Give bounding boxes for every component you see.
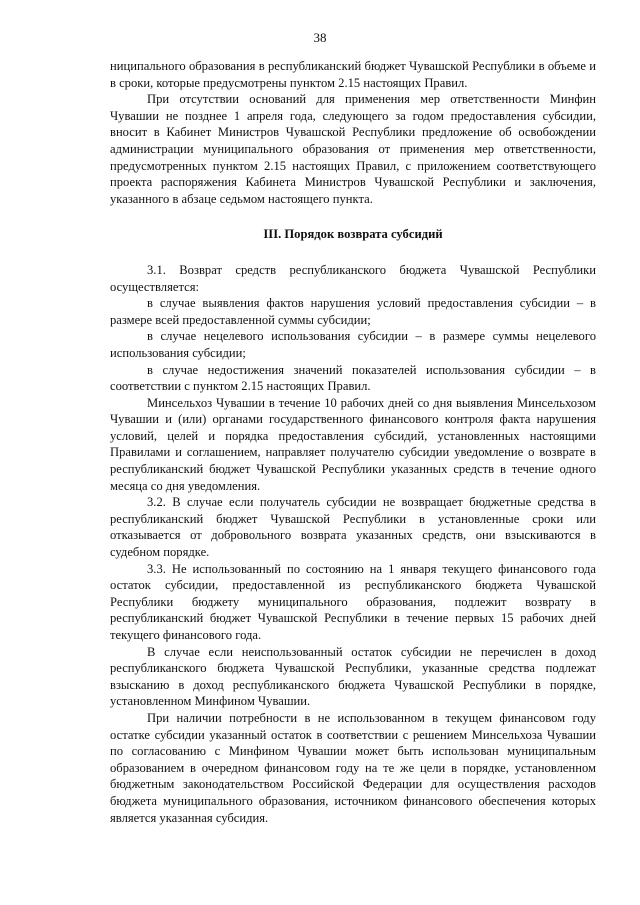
paragraph: При отсутствии оснований для применения мер ответственности Минфин Чувашии не позднее 1 апреля года, следующего за годом предоставления субсидии, вносит в Кабинет Министров Чувашской Республики предложение об освобождении администрации муниципального образования от применения мер ответственности, предусмотренных пунктом 2.15 настоящих Правил, с приложением соответствующего проекта распоряжения Кабинета Министров Чувашской Республики и заключения, указанного в абзаце седьмом настоящего пункта. <box>110 92 596 206</box>
paragraph: в случае недостижения значений показателей использования субсидии – в соответствии с пунктом 2.15 настоящих Правил. <box>110 362 596 394</box>
paragraph-continuation: ниципального образования в республиканский бюджет Чувашской Республики в объеме и в сроки, которые предусмотрены пунктом 2.15 настоящих Правил. <box>110 59 596 90</box>
paragraph-3-2: 3.2. В случае если получатель субсидии не возвращает бюджетные средства в республиканский бюджет Чувашской Республики в установленные сроки или отказывается от добровольного возврата указанных средств, они взыскиваются в судебном порядке. <box>110 495 596 560</box>
paragraph-3-1: 3.1. Возврат средств республиканского бюджета Чувашской Республики осуществляется: <box>110 262 596 294</box>
paragraph: Минсельхоз Чувашии в течение 10 рабочих дней со дня выявления Минсельхозом Чувашии и (или) органами государственного финансового контроля факта нарушения условий, целей и порядка предоставления субсидий, установленных настоящими Правилами и соглашением, направляет получателю субсидии уведомление о возврате в республиканский бюджет Чувашской Республики указанных средств в течение одного месяца со дня уведомления. <box>110 395 596 493</box>
paragraph-3-3: 3.3. Не использованный по состоянию на 1 января текущего финансового года остаток субсидии, предоставленной из республиканского бюджета Чувашской Республики бюджету муниципального образования, подлежит возврату в республиканский бюджет Чувашской Республики в течение первых 15 рабочих дней текущего финансового года. <box>110 561 596 642</box>
paragraph: в случае нецелевого использования субсидии – в размере суммы нецелевого использования субсидии; <box>110 329 596 360</box>
document-body <box>110 58 596 826</box>
section-heading: III. Порядок возврата субсидий <box>263 227 443 242</box>
paragraph: При наличии потребности в не использованном в текущем финансовом году остатке субсидии указанный остаток в соответствии с решением Минсельхоза Чувашии по согласованию с Минфином Чувашии может быть использован муниципальным образованием в очередном финансовом году на те же цели в порядке, установленном бюджетным законодательством Российской Федерации для осуществления расходов бюджета муниципального образования, источником финансового обеспечения которых является указанная субсидия. <box>110 710 596 825</box>
paragraph: в случае выявления фактов нарушения условий предоставления субсидии – в размере всей предоставленной суммы субсидии; <box>110 296 596 327</box>
paragraph: В случае если неиспользованный остаток субсидии не перечислен в доход республиканского бюджета Чувашской Республики, указанные средства подлежат взысканию в доход республиканского бюджета Чувашской Республики в порядке, установленном Минфином Чувашии. <box>110 644 596 709</box>
page-number: 38 <box>313 30 327 45</box>
